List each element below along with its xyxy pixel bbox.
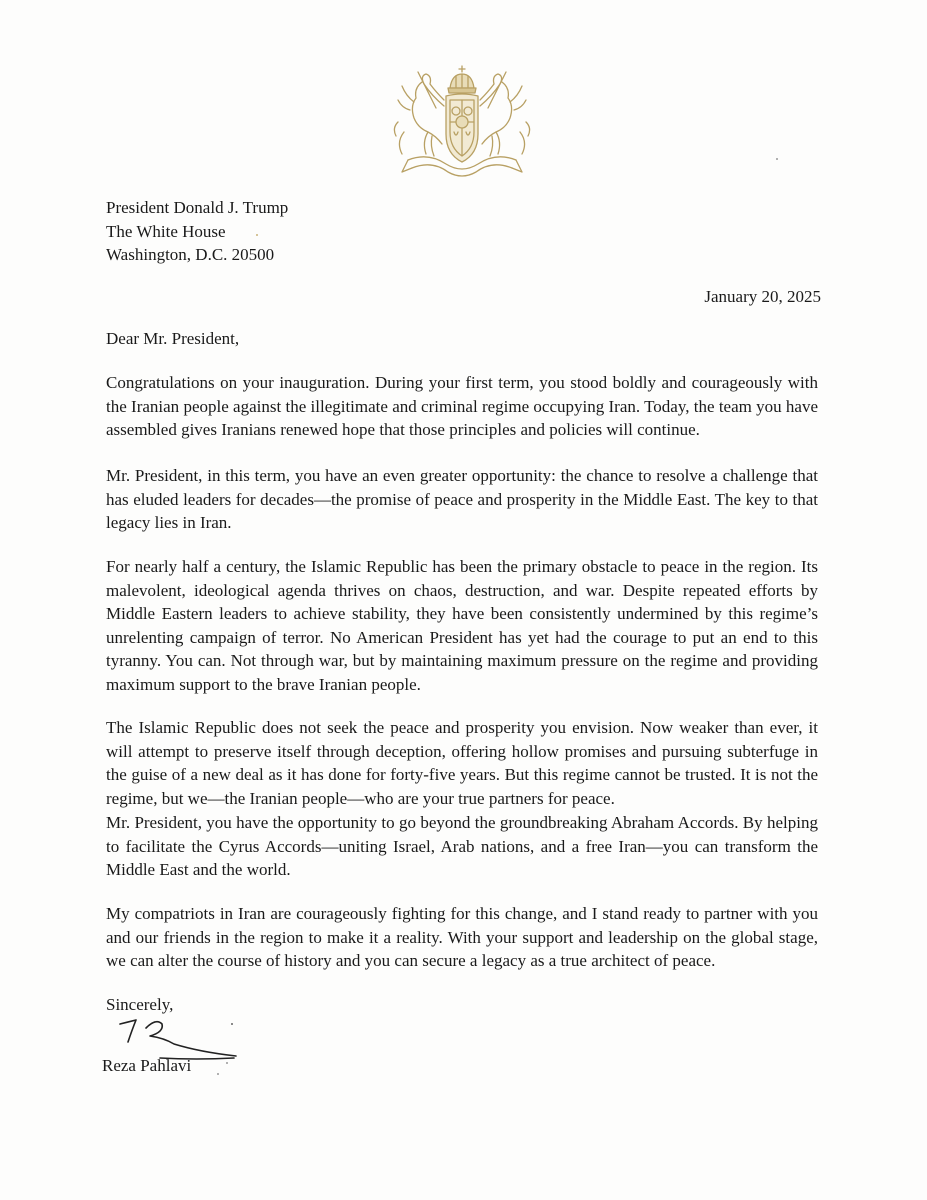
recipient-address-block — [106, 196, 288, 267]
recipient-city: Washington, D.C. 20500 — [106, 245, 275, 264]
recipient-name: President Donald J. Trump — [106, 198, 289, 217]
letter-date: January 20, 2025 — [704, 287, 821, 306]
closing: Sincerely, — [106, 995, 174, 1014]
salutation: Dear Mr. President, — [106, 329, 240, 348]
body-paragraph-6: My compatriots in Iran are courageously fighting for this change, and I stand ready to partner with you and our friends in the region to make it a reality. With your support and leadership on the global stage, we can alter the course of history and you can secure a legacy as a true architect of peace. — [106, 904, 818, 970]
recipient-office: The White House — [106, 221, 226, 241]
paper-speck — [256, 234, 258, 236]
body-paragraph-4: The Islamic Republic does not seek the peace and prosperity you envision. Now weaker than ever, it will attempt to preserve itself through deception, offering hollow promises and pursuing subterfuge in the guise of a new deal as it has done for forty-five years. But this regime cannot be trusted. It is not the regime, but we—the Iranian people—who are your true partners for peace. — [106, 718, 818, 808]
body-paragraph-2: Mr. President, in this term, you have an even greater opportunity: the chance to resolve a challenge that has eluded leaders for decades—the promise of peace and prosperity in the Middle East. The key to that legacy lies in Iran. — [106, 466, 818, 532]
paper-speck — [226, 1062, 228, 1064]
signer-name: Reza Pahlavi — [102, 1056, 192, 1075]
paper-speck — [776, 158, 778, 160]
body-paragraph-1: Congratulations on your inauguration. During your first term, you stood boldly and courageously with the Iranian people against the illegitimate and criminal regime occupying Iran. Today, the team you have assembled gives Iranians renewed hope that those principles and policies will continue. — [106, 373, 818, 439]
body-paragraph-3: For nearly half a century, the Islamic Republic has been the primary obstacle to peace in the region. Its malevolent, ideological agenda thrives on chaos, destruction, and war. Despite repeated efforts by Middle Eastern leaders to achieve stability, they have been consistently undermined by this regime’s unrelenting campaign of terror. No American President has yet had the courage to put an end to this tyranny. You can. Not through war, but by maintaining maximum pressure on the regime and providing maximum support to the brave Iranian people. — [106, 557, 818, 694]
paper-speck — [217, 1073, 219, 1075]
royal-coat-of-arms-icon — [388, 62, 536, 186]
body-paragraph-5: Mr. President, you have the opportunity to go beyond the groundbreaking Abraham Accords. By helping to facilitate the Cyrus Accords—uniting Israel, Arab nations, and a free Iran—you can transform the Middle East and the world. — [106, 813, 818, 879]
